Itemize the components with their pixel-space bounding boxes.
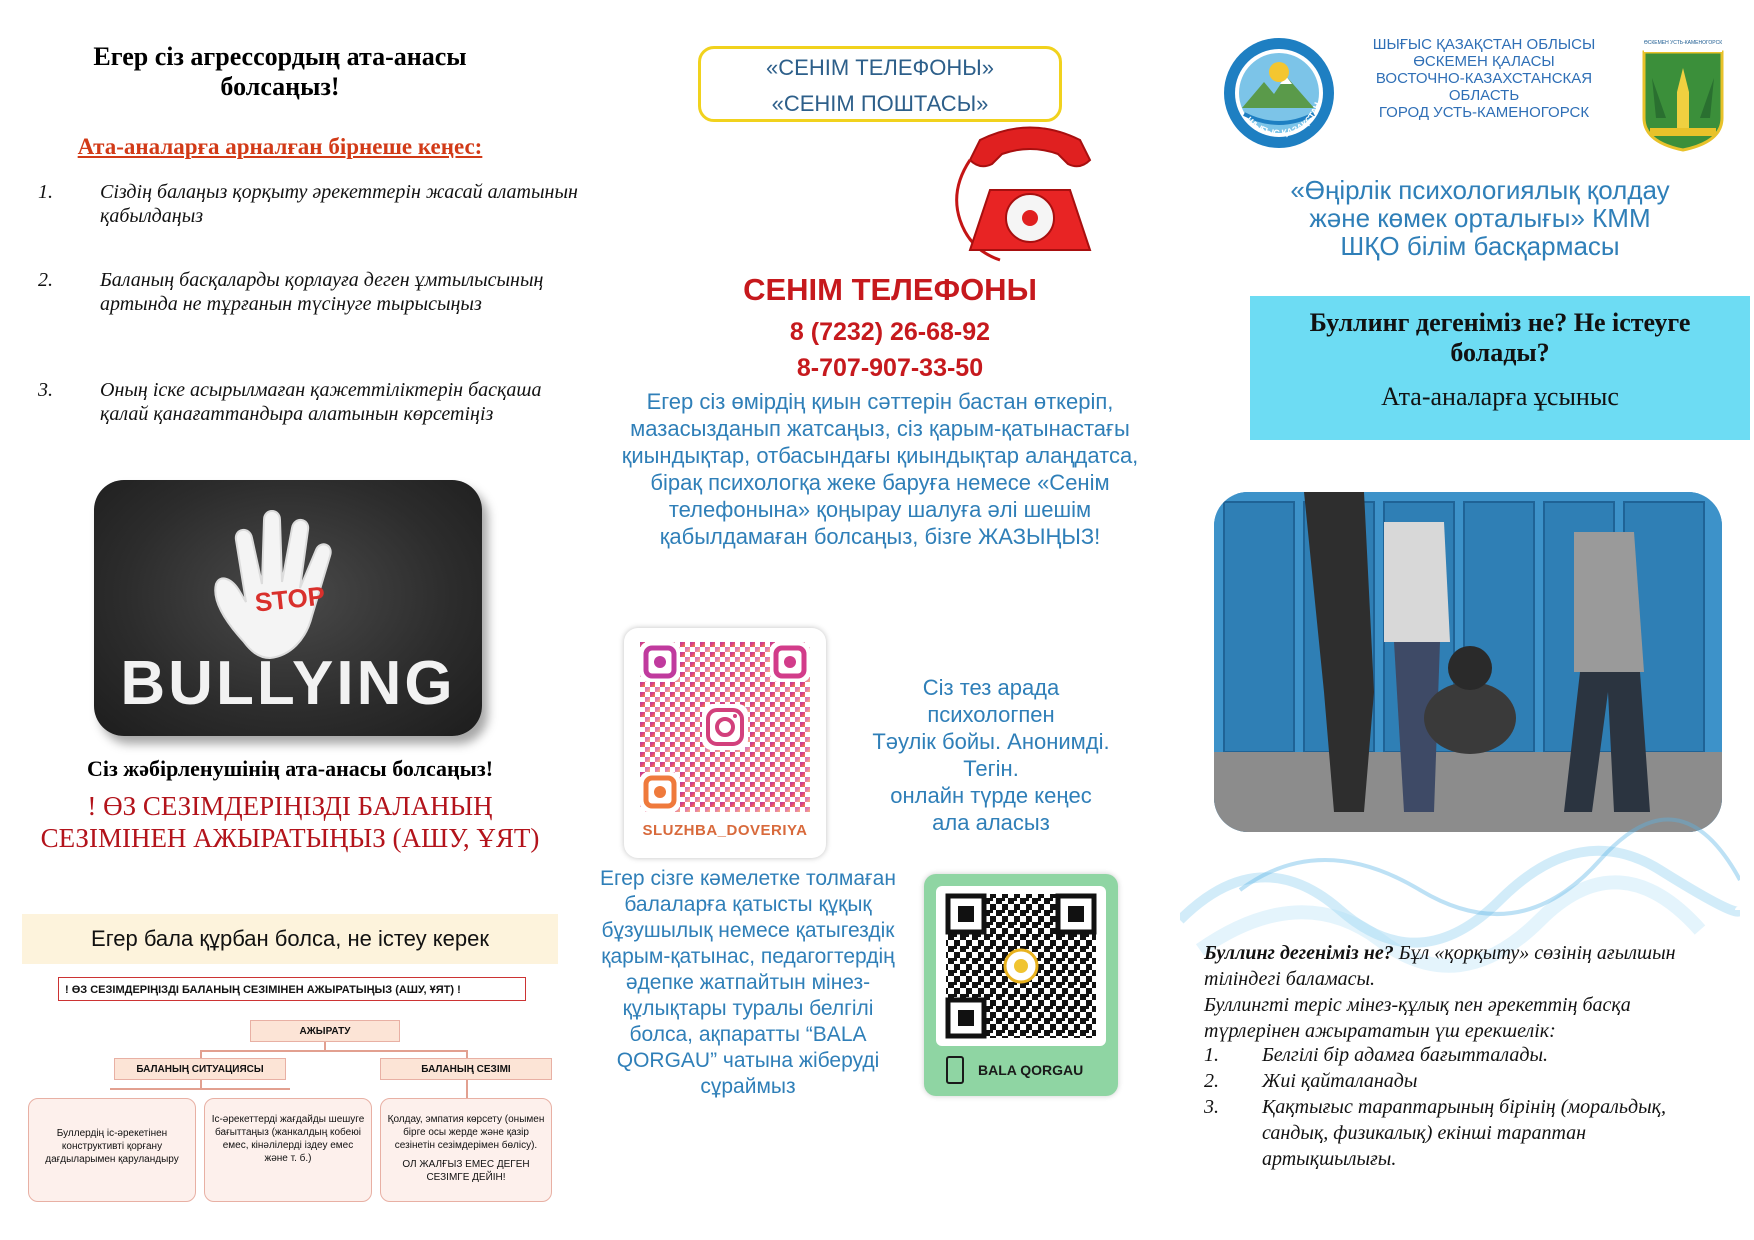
diagram-branch-feelings: БАЛАНЫҢ СЕЗІМІ: [380, 1058, 552, 1080]
diagram-header: [22, 914, 558, 964]
org-line: ГОРОД УСТЬ-КАМЕНОГОРСК: [1378, 104, 1590, 121]
diagram-banner: ! ӨЗ СЕЗІМДЕРІҢІЗДІ БАЛАНЫҢ СЕЗІМІНЕН АЖЫРАТЫҢЫЗ (АШУ, ҰЯТ) !: [58, 977, 526, 1001]
tip-text: Баланың басқаларды қорлауға деген ұмтылысының артында не тұрғанын түсінуге тырысыңыз: [100, 269, 544, 315]
diagram-connector: [200, 1050, 466, 1052]
hotline-pill: [698, 46, 1062, 122]
online-consult-text: [846, 674, 1136, 836]
emblem-text: ШЫҒЫС ҚАЗАҚСТАН: [1244, 100, 1323, 139]
center-line: және көмек орталығы» КММ: [1309, 203, 1651, 233]
phone-number-city[interactable]: 8 (7232) 26-68-92: [789, 318, 991, 346]
crest-text: ӨСКЕМЕН УСТЬ-КАМЕНОГОРСК: [1643, 40, 1723, 46]
org-line: ӨСКЕМЕН ҚАЛАСЫ: [1413, 53, 1555, 70]
bala-qorgau-qr-card[interactable]: [924, 874, 1118, 1096]
org-line: ОБЛАСТЬ: [1448, 87, 1520, 104]
definition-item-text: Жиі қайталанады: [1262, 1070, 1418, 1092]
bala-qorgau-label: BALA QORGAU: [978, 1062, 1084, 1078]
diagram-connector: [466, 1080, 468, 1098]
tip-text: Оның іске асырылмаған қажеттіліктерін басқаша қалай қанағаттандыра алатынын көрсетіңіз: [100, 379, 542, 425]
consult-line: Тегін.: [963, 756, 1019, 781]
bullying-label: BULLYING: [120, 649, 456, 718]
hotline-description: Егер сіз өмірдің қиын сәттерін бастан өткеріп, мазасызданып жатсаңыз, сіз қарым-қатынастағы қиындықтар, отбасындағы қиындықтар алаңдатса, бірақ психологқа жеке баруға немесе «Сенім телефонына» қоңырау шалуға әлі шешім қабылдамаған болсаңыз, бізге ЖАЗЫҢЫЗ!: [621, 389, 1139, 549]
bullying-definition: [1204, 940, 1724, 1044]
pill-line-mail: «СЕНІМ ПОШТАСЫ»: [771, 91, 989, 116]
center-line: ШҚО білім басқармасы: [1340, 231, 1620, 261]
consult-line: ала аласыз: [932, 810, 1050, 835]
info-subtitle: Ата-аналарға ұсыныс: [1381, 382, 1619, 411]
diagram-connector: [466, 1050, 468, 1058]
city-crest-icon: [1642, 38, 1724, 152]
instagram-handle: SLUZHBA_DOVERIYA: [642, 822, 808, 839]
hotline-title: СЕНІМ ТЕЛЕФОНЫ: [743, 272, 1037, 307]
diagram-leaf-text: Қолдау, эмпатия көрсету (онымен бірге осы жерде және қазір сезінетін сезімдерімен бөлісу).: [387, 1114, 545, 1151]
diagram-header-text: Егер бала құрбан болса, не істеу керек: [91, 926, 489, 951]
stop-bullying-image: [94, 480, 482, 736]
stop-label: STOP: [253, 580, 327, 618]
definition-number: 1.: [1204, 1044, 1219, 1066]
diagram-leaf: [204, 1098, 372, 1202]
tip-number: 1.: [38, 181, 53, 203]
tip-number: 2.: [38, 269, 53, 291]
consult-line: Сіз тез арада: [922, 675, 1060, 700]
diagram-leaf-text: Буллердің іс-әрекетінен конструктивті қорғану дағдыларымен қаруландыру: [45, 1128, 179, 1165]
tip-item: [38, 378, 548, 458]
consult-line: онлайн түрде кеңес: [890, 783, 1092, 808]
definition-rest: Бұл «қорқыту» сөзінің ағылшын тіліндегі баламасы.: [1204, 942, 1676, 990]
diagram-root-node: АЖЫРАТУ: [250, 1020, 400, 1042]
tip-number: 3.: [38, 379, 53, 401]
consult-line: психологпен: [927, 702, 1055, 727]
diagram-branch-situation: БАЛАНЫҢ СИТУАЦИЯСЫ: [114, 1058, 286, 1080]
consult-line: Тәулік бойы. Анонимді.: [872, 729, 1110, 754]
definition-number: 3.: [1204, 1096, 1219, 1118]
organization-header: [1344, 36, 1624, 121]
definition-lead: Буллинг дегеніміз не?: [1204, 942, 1394, 964]
tip-item: [38, 268, 548, 348]
victim-emphasis: ! ӨЗ СЕЗІМДЕРІҢІЗДІ БАЛАНЫҢ СЕЗІМІНЕН АЖЫРАТЫҢЫЗ (АШУ, ҰЯТ): [40, 791, 540, 853]
victim-parent-title: Сіз жәбірленушінің ата-анасы болсаңыз!: [86, 756, 494, 781]
definition-item-text: Қақтығыс тараптарының бірінің (моральдық, сандық, физикалық) екінші тараптан артықшылығы.: [1262, 1096, 1666, 1170]
diagram-connector: [200, 1050, 202, 1058]
diagram-leaf: [28, 1098, 196, 1202]
left-title: Егер сіз агрессордың ата-анасы болсаңыз!: [93, 42, 467, 101]
pill-line-phone: «СЕНІМ ТЕЛЕФОНЫ»: [766, 55, 994, 80]
bullying-photo: [1214, 492, 1722, 832]
bala-qr-code: [936, 886, 1106, 1046]
tip-item: [38, 180, 578, 240]
instagram-qr-code: [640, 642, 810, 812]
info-box: [1250, 296, 1750, 440]
instagram-qr-card[interactable]: [624, 628, 826, 858]
diagram-leaf-emphasis: ОЛ ЖАЛҒЫЗ ЕМЕС ДЕГЕН СЕЗІМГЕ ДЕЙІН!: [402, 1159, 530, 1183]
center-name: [1230, 176, 1730, 260]
tip-text: Сіздің балаңыз қорқыту әрекеттерін жасай алатынын қабылдаңыз: [100, 181, 578, 227]
definition-item: [1204, 1094, 1724, 1172]
definition-paragraph: Буллингті теріс мінез-құлық пен әрекеттің басқа түрлерінен ажырататын үш ерекшелік:: [1204, 994, 1631, 1042]
mobile-phone-icon: [946, 1056, 964, 1084]
bala-qorgau-description: Егер сізге кәмелетке толмаған балаларға қатысты құқық бұзушылық немесе қатыгездік қарым-қатынас, педагогтердің әдепке жатпайтын мінез-құлықтары туралы белгілі болса, ақпаратты “BALA QORGAU” чатына жіберуді сұраймыз: [600, 867, 896, 1098]
diagram-leaf: [380, 1098, 552, 1202]
phone-number-mobile[interactable]: 8-707-907-33-50: [796, 354, 984, 382]
tips-subtitle: Ата-аналарға арналған бірнеше кеңес:: [77, 134, 483, 159]
definition-item: [1204, 1042, 1724, 1068]
org-line: ВОСТОЧНО-КАЗАХСТАНСКАЯ: [1375, 70, 1593, 87]
info-title: Буллинг дегеніміз не? Не істеуге болады?: [1309, 308, 1691, 367]
diagram-connector: [110, 1088, 290, 1090]
org-line: ШЫҒЫС ҚАЗАҚСТАН ОБЛЫСЫ: [1372, 36, 1596, 53]
region-emblem-icon: [1222, 36, 1336, 150]
diagram-connector: [324, 1042, 326, 1050]
definition-list: [1204, 1042, 1724, 1172]
definition-number: 2.: [1204, 1070, 1219, 1092]
center-line: «Өңірлік психологиялық қолдау: [1290, 175, 1670, 205]
telephone-icon: [940, 120, 1120, 270]
diagram-connector: [200, 1080, 202, 1088]
definition-item: [1204, 1068, 1724, 1094]
diagram-leaf-text: Іс-әрекеттерді жағдайды шешуге бағыттаңыз (жанкалдың кобеюі емес, кінәлілерді іздеу емес және т. б.): [211, 1114, 365, 1164]
definition-item-text: Белгілі бір адамға бағытталады.: [1262, 1044, 1548, 1066]
